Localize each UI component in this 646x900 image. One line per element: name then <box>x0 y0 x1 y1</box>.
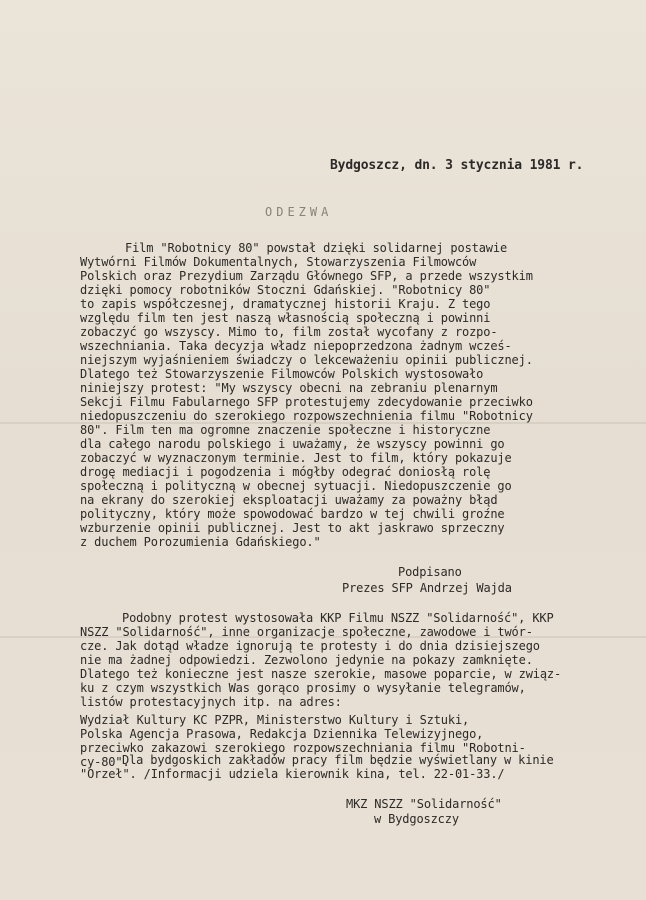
text-line: Sekcji Filmu Fabularnego SFP protestujemy zdecydowanie przeciwko <box>80 395 533 409</box>
text-line: niniejszy protest: "My wszyscy obecni na zebraniu plenarnym <box>80 381 498 395</box>
text-line: społeczną i polityczną w obecnej sytuacji. Niedopuszczenie go <box>80 479 512 493</box>
text-line: nie ma żadnej odpowiedzi. Zezwolono jedynie na pokazy zamknięte. <box>80 653 533 667</box>
signatory: Prezes SFP Andrzej Wajda <box>342 581 512 595</box>
text-line: dzięki pomocy robotników Stoczni Gdańskiej. "Robotnicy 80" <box>80 283 491 297</box>
text-line: to zapis współczesnej, dramatycznej historii Kraju. Z tego <box>80 297 491 311</box>
signed-label: Podpisano <box>398 565 462 579</box>
organization-location: w Bydgoszczy <box>374 812 459 826</box>
text-line: "Orzeł". /Informacji udziela kierownik kina, tel. 22-01-33./ <box>80 767 505 781</box>
text-line: Podobny protest wystosowała KKP Filmu NSZZ "Solidarność", KKP <box>122 611 554 625</box>
text-line: dla całego narodu polskiego i uważamy, że wszyscy powinni go <box>80 437 505 451</box>
text-line: niejszym wyjaśnieniem świadczy o lekceważeniu opinii publicznej. <box>80 353 533 367</box>
address-line: przeciwko zakazowi szerokiego rozpowszechniania filmu "Robotni- <box>80 741 526 755</box>
text-line: Polskich oraz Prezydium Zarządu Głównego SFP, a przede wszystkim <box>80 269 533 283</box>
text-line: zobaczyć go wszyscy. Mimo to, film został wycofany z rozpo- <box>80 325 498 339</box>
text-line: niedopuszczeniu do szerokiego rozpowszechnienia filmu "Robotnicy <box>80 409 533 423</box>
text-line: listów protestacyjnych itp. na adres: <box>80 695 342 709</box>
address-line: Wydział Kultury KC PZPR, Ministerstwo Kultury i Sztuki, <box>80 713 470 727</box>
text-line: 80". Film ten ma ogromne znaczenie społeczne i historyczne <box>80 423 491 437</box>
organization-name: MKZ NSZZ "Solidarność" <box>346 797 502 811</box>
text-line: Dlatego też Stowarzyszenie Filmowców Polskich wystosowało <box>80 367 484 381</box>
text-line: wzburzenie opinii publicznej. Jest to akt jaskrawo sprzeczny <box>80 521 505 535</box>
address-line: Polska Agencja Prasowa, Redakcja Dziennika Telewizyjnego, <box>80 727 484 741</box>
text-line: ku z czym wszystkich Was gorąco prosimy o wysyłanie telegramów, <box>80 681 526 695</box>
text-line: z duchem Porozumienia Gdańskiego." <box>80 535 321 549</box>
text-line: Wytwórni Filmów Dokumentalnych, Stowarzyszenia Filmowców <box>80 255 477 269</box>
text-line: na ekrany do szerokiej eksploatacji uważamy za poważny błąd <box>80 493 498 507</box>
text-line: wszechniania. Taka decyzja władz niepoprzedzona żadnym wcześ- <box>80 339 512 353</box>
text-line: Dlatego też konieczne jest nasze szerokie, masowe poparcie, w związ- <box>80 667 562 681</box>
dateline: Bydgoszcz, dn. 3 stycznia 1981 r. <box>330 158 584 173</box>
document-title: ODEZWA <box>265 205 333 219</box>
address-line: cy-80". <box>80 755 130 769</box>
text-line: NSZZ "Solidarność", inne organizacje społeczne, zawodowe i twór- <box>80 625 533 639</box>
text-line: polityczny, który może spowodować bardzo w tej chwili groźne <box>80 507 505 521</box>
text-line: cze. Jak dotąd władze ignorują te protesty i do dnia dzisiejszego <box>80 639 540 653</box>
text-line: Film "Robotnicy 80" powstał dzięki solidarnej postawie <box>125 241 508 255</box>
text-line: drogę mediacji i pogodzenia i mógłby odegrać doniosłą rolę <box>80 465 491 479</box>
text-line: Dla bydgoskich zakładów pracy film będzie wyświetlany w kinie <box>122 753 554 767</box>
text-line: względu film ten jest naszą własnością społeczną i powinni <box>80 311 491 325</box>
text-line: zobaczyć w wyznaczonym terminie. Jest to film, który pokazuje <box>80 451 512 465</box>
